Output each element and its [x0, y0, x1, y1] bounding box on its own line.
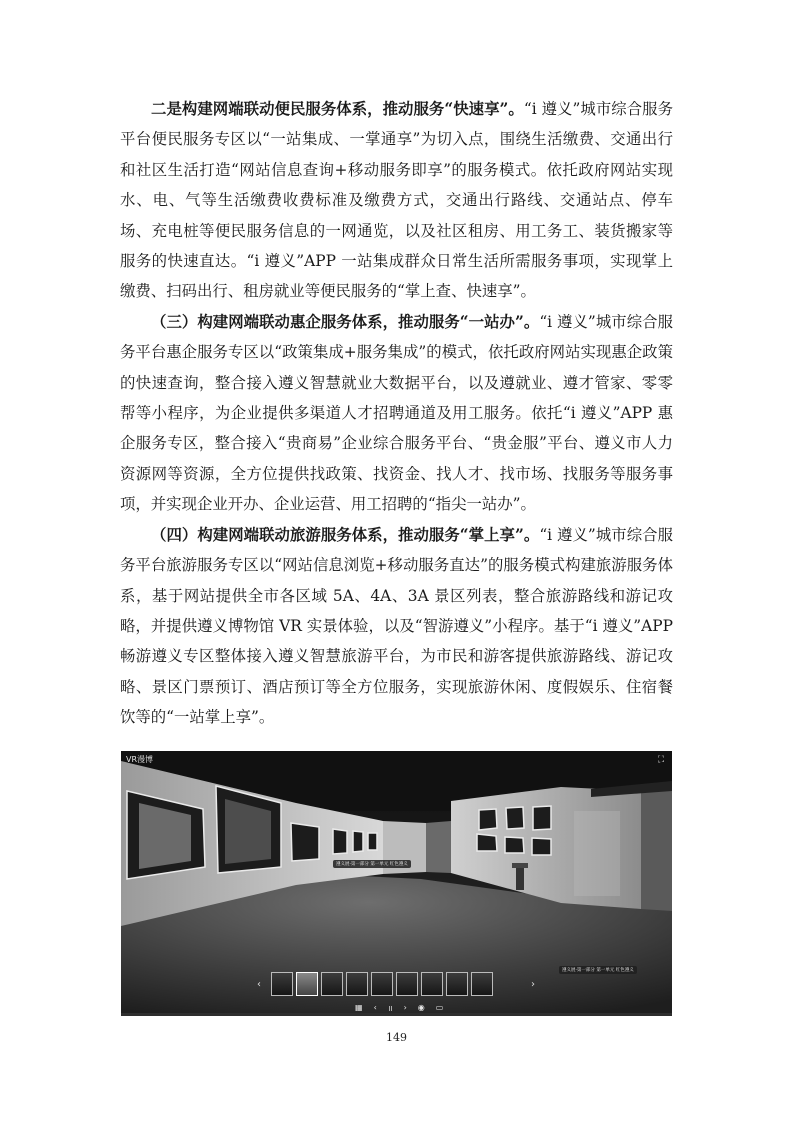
page-number: 149 — [386, 1031, 407, 1044]
paragraph-convenience-services — [120, 94, 673, 307]
scene-thumbnail[interactable] — [446, 972, 468, 996]
scene-thumbnail[interactable] — [321, 972, 343, 996]
fullscreen-icon[interactable]: ⛶ — [657, 755, 665, 765]
article-body — [120, 94, 673, 733]
vr-mode-icon[interactable]: ▭ — [435, 1003, 444, 1012]
paragraph-tourism-services — [120, 520, 673, 733]
scene-thumbnail[interactable] — [296, 972, 318, 996]
strip-prev-icon[interactable]: ‹ — [257, 979, 261, 990]
pause-icon[interactable]: ॥ — [387, 1004, 393, 1013]
paragraph-heading: （四）构建网端联动旅游服务体系，推动服务“掌上享”。 — [151, 525, 540, 544]
scene-thumbnail[interactable] — [271, 972, 293, 996]
paragraph-text: “i 遵义”城市综合服务平台便民服务专区以“一站集成、一掌通享”为切入点，围绕生活缴费、交通出行和社区生活打造“网站信息查询+移动服务即享”的服务模式。依托政府网站实现水、电、气等生活缴费收费标准及缴费方式，交通出行路线、交通站点、停车场、充电桩等便民服务信息的一网通览，以及社区租房、用工务工、装货搬家等服务的快速直达。“i 遵义”APP 一站集成群众日常生活所需服务事项，实现掌上缴费、扫码出行、租房就业等便民服务的“掌上查、快速享”。 — [120, 100, 673, 301]
exhibit-hotspot[interactable]: 遵义展·第一部分 第一单元 红色遵义 — [333, 860, 411, 868]
exhibit-hotspot[interactable]: 遵义展·第一部分 第一单元 红色遵义 — [559, 966, 637, 974]
paragraph-text: “i 遵义”城市综合服务平台惠企服务专区以“政策集成+服务集成”的模式，依托政府网站实现惠企政策的快速查询，整合接入遵义智慧就业大数据平台，以及遵就业、遵才管家、零零帮等小程序，为企业提供多渠道人才招聘通道及用工服务。依托“i 遵义”APP 惠企服务专区，整合接入“贵商易”企业综合服务平台、“贵金服”平台、遵义市人力资源网等资源，全方位提供找政策、找资金、找人才、找市场、找服务等服务事项，并实现企业开办、企业运营、用工招聘的“指尖一站办”。 — [120, 312, 673, 514]
gyroscope-icon[interactable]: ◉ — [417, 1003, 425, 1012]
paragraph-heading: 二是构建网端联动便民服务体系，推动服务“快速享”。 — [151, 100, 524, 118]
strip-next-icon[interactable]: › — [531, 979, 535, 990]
scene-thumbnail-strip — [271, 972, 493, 998]
paragraph-text: “i 遵义”城市综合服务平台旅游服务专区以“网站信息浏览+移动服务直达”的服务模式构建旅游服务体系，基于网站提供全市各区域 5A、4A、3A 景区列表，整合旅游路线和游记攻略，并提供遵义博物馆 VR 实景体验，以及“智游遵义”小程序。基于“i 遵义”APP 畅游遵义专区整体接入遵义智慧旅游平台，为市民和游客提供旅游路线、游记攻略、景区门票预订、酒店预订等全方位服务，实现旅游休闲、度假娱乐、住宿餐饮等的“一站掌上享”。 — [120, 525, 673, 727]
paragraph-heading: （三）构建网端联动惠企服务体系，推动服务“一站办”。 — [151, 312, 540, 331]
scene-thumbnail[interactable] — [421, 972, 443, 996]
scene-thumbnail[interactable] — [396, 972, 418, 996]
vr-museum-screenshot — [121, 751, 672, 1016]
scene-thumbnail[interactable] — [371, 972, 393, 996]
paragraph-enterprise-services — [120, 307, 673, 520]
scene-thumbnail[interactable] — [346, 972, 368, 996]
vr-logo: VR漫博 — [126, 755, 154, 764]
previous-icon[interactable]: ‹ — [373, 1003, 377, 1012]
next-icon[interactable]: › — [403, 1003, 407, 1012]
grid-icon[interactable]: ▦ — [355, 1003, 363, 1012]
vr-control-bar — [355, 1003, 443, 1014]
scene-thumbnail[interactable] — [471, 972, 493, 996]
